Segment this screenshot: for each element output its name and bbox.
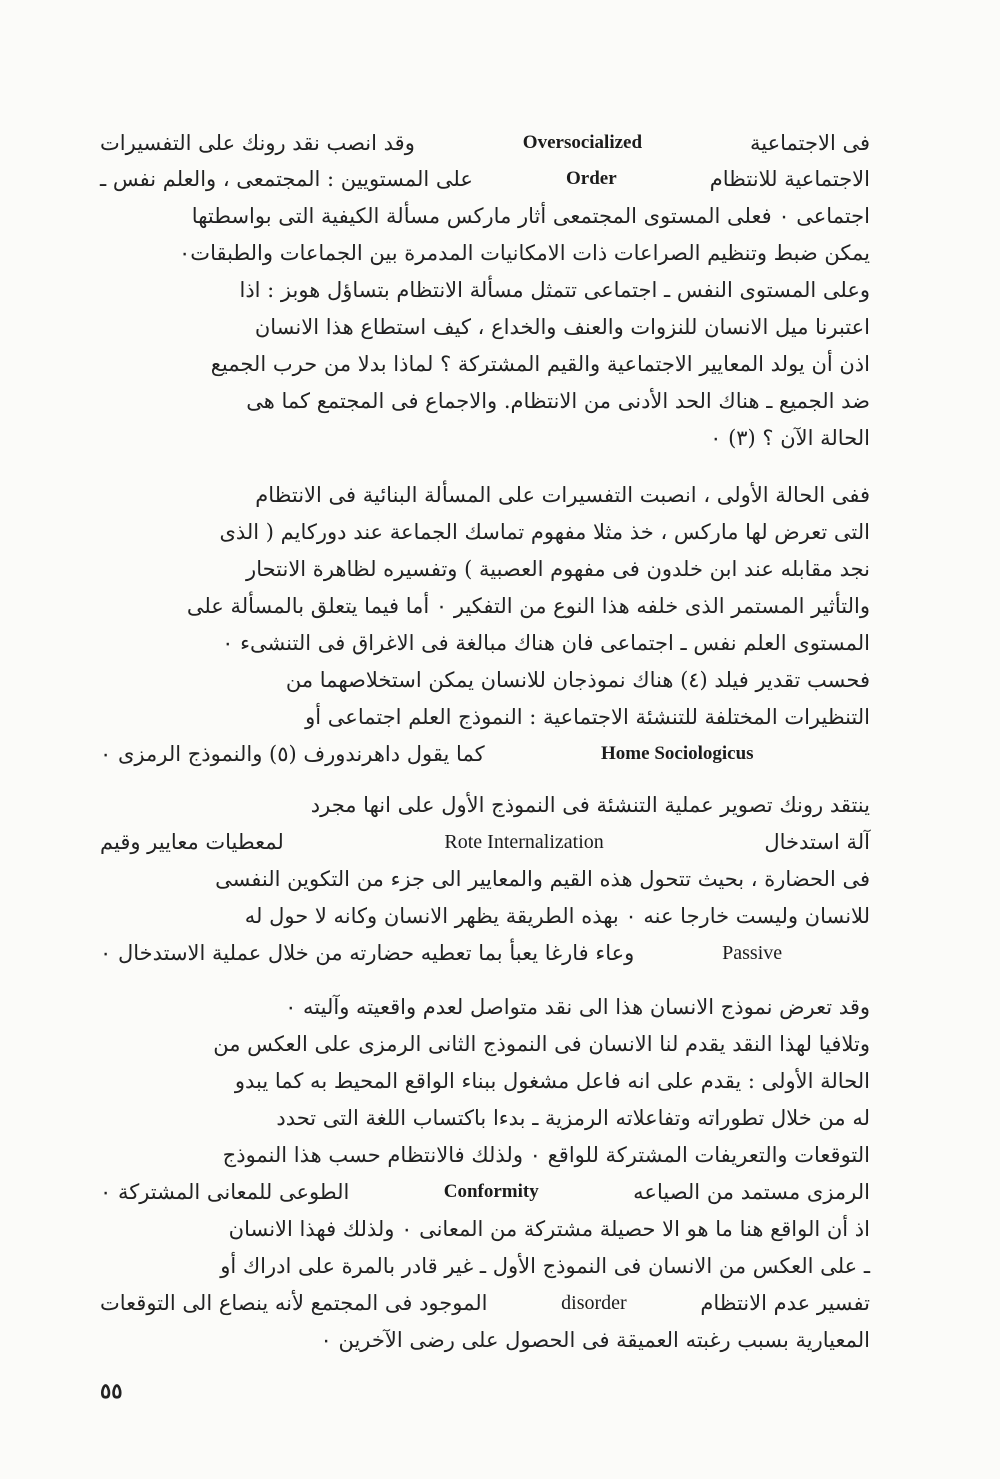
latin-term: Rote Internalization [444,830,604,853]
text-line-mixed [100,825,870,859]
latin-term: Home Sociologicus [601,743,754,764]
text-line-mixed [100,126,870,160]
text-line: التنظيرات المختلفة للتنشئة الاجتماعية : النموذج العلم اجتماعى أو [305,705,870,729]
text-line-mixed [100,936,870,970]
text-line: للانسان وليست خارجا عنه ٠ بهذه الطريقة يظهر الانسان وكانه لا حول له [244,904,870,928]
text-line: ففى الحالة الأولى ، انصبت التفسيرات على المسألة البنائية فى الانتظام [255,483,870,507]
latin-term: Oversocialized [522,132,643,153]
text-line: والتأثير المستمر الذى خلفه هذا النوع من التفكير ٠ أما فيما يتعلق بالمسألة على [186,594,870,618]
latin-term: Passive [722,941,783,964]
arabic-segment: لمعطيات معايير وقيم [100,830,284,854]
text-line: نجد مقابله عند ابن خلدون فى مفهوم العصبية ) وتفسيره لظاهرة الانتحار [246,557,870,581]
text-line: اذ أن الواقع هنا ما هو الا حصيلة مشتركة من المعانى ٠ ولذلك فهذا الانسان [228,1217,870,1241]
arabic-segment: على المستويين : المجتمعى ، والعلم نفس ـ [100,167,473,191]
text-line: اذن أن يولد المعايير الاجتماعية والقيم المشتركة ؟ لماذا بدلا من حرب الجميع [210,352,870,376]
arabic-segment: فى الاجتماعية [749,131,870,155]
text-line: اعتبرنا ميل الانسان للنزوات والعنف والخداع ، كيف استطاع هذا الانسان [254,315,870,339]
text-line: الحالة الآن ؟ (٣) ٠ [710,426,870,450]
latin-term: disorder [561,1291,627,1314]
text-line-mixed [100,737,870,771]
arabic-segment: الرمزى مستمد من الصياعه [633,1180,870,1204]
text-line-mixed [100,1286,870,1320]
latin-term: Conformity [443,1181,539,1202]
arabic-segment: الاجتماعية للانتظام [709,167,870,191]
text-line: وعلى المستوى النفس ـ اجتماعى تتمثل مسألة الانتظام بتساؤل هوبز : اذا [239,278,870,302]
text-line: المستوى العلم نفس ـ اجتماعى فان هناك مبالغة فى الاغراق فى التنشىء ٠ [222,631,870,655]
text-line: الحالة الأولى : يقدم على انه فاعل مشغول ببناء الواقع المحيط به كما يبدو [234,1069,870,1093]
arabic-segment: الموجود فى المجتمع لأنه ينصاع الى التوقعات [100,1291,488,1315]
arabic-segment: آلة استدخال [764,830,870,854]
text-line-mixed [100,1175,870,1209]
text-line: ـ على العكس من الانسان فى النموذج الأول ـ غير قادر بالمرة على ادراك أو [220,1254,870,1278]
text-line: التى تعرض لها ماركس ، خذ مثلا مفهوم تماسك الجماعة عند دوركايم ( الذى [219,520,870,544]
text-line: يمكن ضبط وتنظيم الصراعات ذات الامكانيات المدمرة بين الجماعات والطبقات٠ [179,241,870,265]
text-line: ضد الجميع ـ هناك الحد الأدنى من الانتظام. والاجماع فى المجتمع كما هى [246,389,870,413]
text-line: وتلافيا لهذا النقد يقدم لنا الانسان فى النموذج الثانى الرمزى على العكس من [213,1032,870,1056]
text-line: له من خلال تطوراته وتفاعلاته الرمزية ـ بدءا باكتساب اللغة التى تحدد [276,1106,870,1130]
arabic-segment: وقد انصب نقد رونك على التفسيرات [100,131,415,155]
text-line: المعيارية بسبب رغبته العميقة فى الحصول على رضى الآخرين ٠ [320,1328,870,1352]
text-line: اجتماعى ٠ فعلى المستوى المجتمعى أثار ماركس مسألة الكيفية التى بواسطتها [191,204,870,228]
text-line: وقد تعرض نموذج الانسان هذا الى نقد متواصل لعدم واقعيته وآليته ٠ [285,995,870,1019]
text-line-mixed [100,162,870,196]
text-line: التوقعات والتعريفات المشتركة للواقع ٠ ولذلك فالانتظام حسب هذا النموذج [222,1143,870,1167]
arabic-segment: الطوعى للمعانى المشتركة ٠ [100,1180,350,1204]
text-line: ينتقد رونك تصوير عملية التنشئة فى النموذج الأول على انها مجرد [310,793,870,817]
arabic-segment: تفسير عدم الانتظام [700,1291,870,1315]
text-line: فى الحضارة ، بحيث تتحول هذه القيم والمعايير الى جزء من التكوين النفسى [215,867,870,891]
arabic-segment: وعاء فارغا يعبأ بما تعطيه حضارته من خلال عملية الاستدخال ٠ [100,941,635,965]
arabic-segment: كما يقول داهرندورف (٥) والنموذج الرمزى ٠ [100,742,485,766]
latin-term: Order [566,168,617,189]
text-line: فحسب تقدير فيلد (٤) هناك نموذجان للانسان يمكن استخلاصهما من [285,668,870,692]
page-number: ٥٥ [100,1378,123,1403]
